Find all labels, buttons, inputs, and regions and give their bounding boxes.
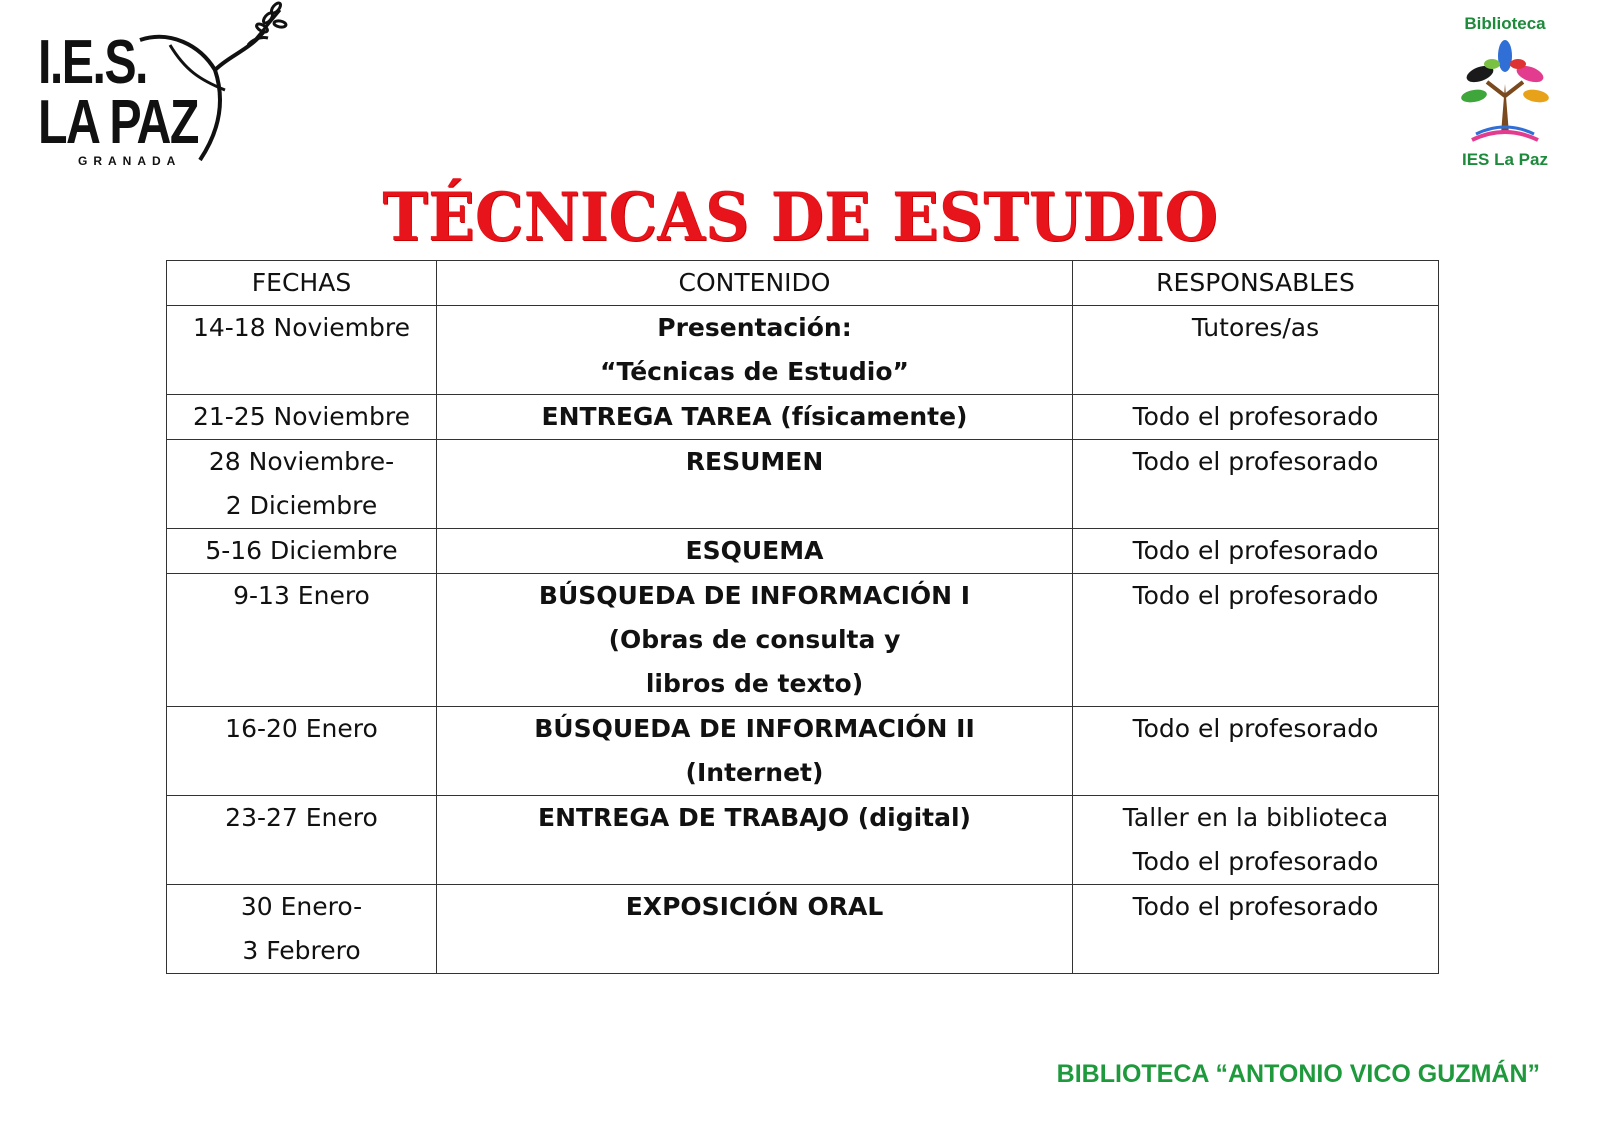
cell-responsables bbox=[1073, 885, 1439, 974]
cell-line: Presentación: bbox=[657, 313, 852, 342]
tree-book-icon bbox=[1452, 34, 1558, 148]
table-row bbox=[167, 796, 1439, 885]
ies-la-paz-logo bbox=[30, 0, 260, 180]
cell-line: (Internet) bbox=[685, 758, 824, 787]
table-header-row bbox=[167, 261, 1439, 306]
cell-line: 28 Noviembre- bbox=[208, 447, 395, 476]
cell-responsables bbox=[1073, 529, 1439, 574]
cell-line: “Técnicas de Estudio” bbox=[600, 357, 909, 386]
cell-line: libros de texto) bbox=[645, 669, 864, 698]
cell-line: 2 Diciembre bbox=[225, 491, 378, 520]
page-title: TÉCNICAS DE ESTUDIO bbox=[382, 178, 1218, 256]
header-contenido: CONTENIDO bbox=[437, 261, 1073, 306]
cell-line: Todo el profesorado bbox=[1132, 581, 1379, 610]
cell-line: BÚSQUEDA DE INFORMACIÓN I bbox=[538, 581, 971, 610]
table-row bbox=[167, 574, 1439, 707]
cell-fechas bbox=[167, 707, 437, 796]
cell-responsables bbox=[1073, 440, 1439, 529]
cell-responsables bbox=[1073, 574, 1439, 707]
cell-line: ESQUEMA bbox=[685, 536, 824, 565]
cell-fechas bbox=[167, 796, 437, 885]
biblioteca-logo bbox=[1440, 8, 1570, 173]
cell-responsables bbox=[1073, 707, 1439, 796]
cell-fechas bbox=[167, 306, 437, 395]
cell-line: BÚSQUEDA DE INFORMACIÓN II bbox=[534, 714, 975, 743]
cell-contenido bbox=[437, 395, 1073, 440]
table-row bbox=[167, 440, 1439, 529]
cell-line: 14-18 Noviembre bbox=[192, 313, 411, 342]
cell-line: Todo el profesorado bbox=[1132, 536, 1379, 565]
cell-line: 3 Febrero bbox=[242, 936, 361, 965]
cell-line: 16-20 Enero bbox=[225, 714, 378, 743]
table-row bbox=[167, 707, 1439, 796]
cell-line: RESUMEN bbox=[685, 447, 824, 476]
cell-fechas bbox=[167, 885, 437, 974]
cell-line: Taller en la biblioteca bbox=[1122, 803, 1389, 832]
logo-ies-label: IES La Paz bbox=[1462, 150, 1548, 169]
schedule-table bbox=[166, 260, 1439, 974]
cell-line: 21-25 Noviembre bbox=[192, 402, 411, 431]
cell-contenido bbox=[437, 796, 1073, 885]
cell-contenido bbox=[437, 306, 1073, 395]
dove-olive-branch-icon bbox=[130, 0, 290, 175]
cell-line: Todo el profesorado bbox=[1132, 447, 1379, 476]
logo-biblioteca-label: Biblioteca bbox=[1464, 14, 1546, 33]
table-row bbox=[167, 395, 1439, 440]
cell-line: 30 Enero- bbox=[240, 892, 363, 921]
cell-line: (Obras de consulta y bbox=[608, 625, 901, 654]
table-row bbox=[167, 306, 1439, 395]
cell-contenido bbox=[437, 440, 1073, 529]
table-row bbox=[167, 885, 1439, 974]
footer-library-name: BIBLIOTECA “ANTONIO VICO GUZMÁN” bbox=[1056, 1060, 1540, 1088]
header-responsables: RESPONSABLES bbox=[1073, 261, 1439, 306]
cell-responsables bbox=[1073, 395, 1439, 440]
cell-line: 23-27 Enero bbox=[225, 803, 378, 832]
cell-line: Todo el profesorado bbox=[1132, 847, 1379, 876]
cell-contenido bbox=[437, 574, 1073, 707]
cell-fechas bbox=[167, 574, 437, 707]
header-fechas: FECHAS bbox=[167, 261, 437, 306]
cell-line: Todo el profesorado bbox=[1132, 714, 1379, 743]
cell-line: Tutores/as bbox=[1191, 313, 1320, 342]
logo-line-1: I.E.S. bbox=[38, 28, 147, 97]
cell-fechas bbox=[167, 529, 437, 574]
cell-contenido bbox=[437, 707, 1073, 796]
cell-responsables bbox=[1073, 306, 1439, 395]
logo-city: GRANADA bbox=[78, 154, 182, 168]
logo-line-2: LA PAZ bbox=[38, 88, 198, 157]
cell-line: 9-13 Enero bbox=[233, 581, 370, 610]
cell-line: ENTREGA TAREA (físicamente) bbox=[541, 402, 968, 431]
cell-contenido bbox=[437, 885, 1073, 974]
cell-line: Todo el profesorado bbox=[1132, 402, 1379, 431]
cell-responsables bbox=[1073, 796, 1439, 885]
cell-line: EXPOSICIÓN ORAL bbox=[625, 892, 884, 921]
cell-contenido bbox=[437, 529, 1073, 574]
cell-line: Todo el profesorado bbox=[1132, 892, 1379, 921]
cell-fechas bbox=[167, 440, 437, 529]
cell-fechas bbox=[167, 395, 437, 440]
table-row bbox=[167, 529, 1439, 574]
cell-line: ENTREGA DE TRABAJO (digital) bbox=[538, 803, 971, 832]
cell-line: 5-16 Diciembre bbox=[205, 536, 398, 565]
